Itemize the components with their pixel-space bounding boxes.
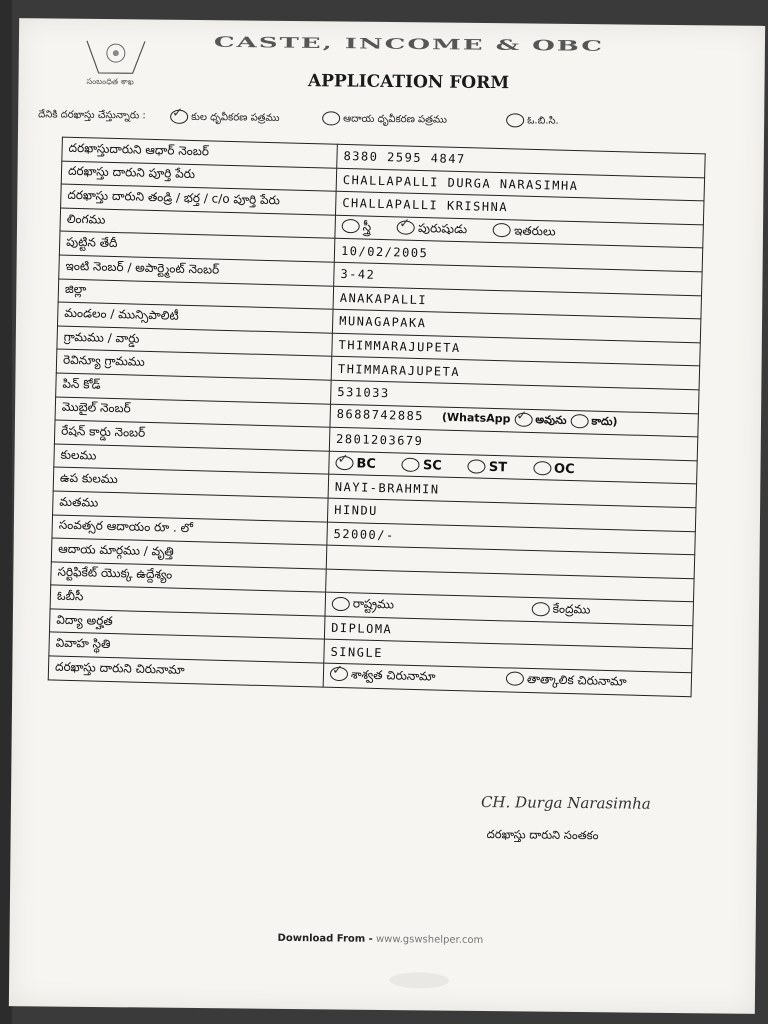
field-label: ఉప కులము [53, 467, 329, 498]
field-value: THIMMARAJUPETA [338, 337, 461, 356]
field-value: DIPLOMA [331, 620, 393, 637]
field-label: గ్రామము / వార్డు [57, 326, 333, 357]
checkbox-icon [506, 672, 524, 686]
checkbox-icon [342, 219, 360, 233]
checkbox-icon [335, 456, 353, 470]
field-label: మండలం / మున్సిపాలిటీ [58, 302, 334, 333]
checkbox-icon [468, 459, 486, 473]
field-label: మొబైల్ నెంబర్ [55, 397, 331, 428]
option-income-certificate[interactable]: ఆదాయ ధృవీకరణ పత్రము [322, 111, 447, 127]
certificate-select [38, 104, 738, 133]
field-label: దరఖాస్తుదారుని ఆధార్ నెంబర్ [62, 137, 338, 168]
caste-option-0[interactable]: ✓BC [335, 455, 376, 471]
form-title: CASTE, INCOME & OBC [213, 34, 605, 55]
obc-option-central[interactable]: కేంద్రము [532, 601, 591, 620]
emblem-icon [81, 37, 151, 82]
logo-text: సంబంధిత శాఖ [86, 76, 134, 87]
field-label: లింగము [60, 208, 336, 239]
field-value: 3-42 [340, 267, 376, 283]
field-value: HINDU [334, 503, 379, 519]
field-value: THIMMARAJUPETA [337, 361, 461, 379]
field-value: 531033 [337, 385, 390, 401]
field-label: మతము [53, 491, 329, 522]
obc-option-state[interactable]: రాష్ట్రము [332, 596, 395, 615]
whatsapp-choice: (WhatsApp ✓ అవును కాదు) [442, 411, 618, 429]
checkbox-empty-icon [322, 111, 340, 125]
field-label: రెవిన్యూ గ్రామము [56, 349, 332, 380]
field-label: దరఖాస్తు దారుని పూర్తి పేరు [61, 161, 337, 192]
field-label: వివాహ స్థితి [49, 632, 325, 663]
checkbox-icon [330, 667, 348, 681]
field-value: CHALLAPALLI KRISHNA [342, 196, 509, 215]
gender-option-1[interactable]: ✓ పురుషుడు [397, 220, 467, 239]
option-caste-certificate[interactable]: ✓ కుల ధృవీకరణ పత్రము [170, 110, 280, 126]
field-value: ANAKAPALLI [339, 290, 428, 308]
checkbox-empty-icon [506, 113, 524, 127]
checkbox-icon [533, 461, 551, 475]
field-label: ఆదాయ మార్గము / వృత్తి [51, 538, 327, 569]
whatsapp-yes-checkbox-icon[interactable] [514, 413, 532, 427]
field-label: పుట్టిన తేదీ [59, 231, 335, 262]
field-label: దరఖాస్తు దారుని తండ్రి / భర్త / c/o పూర్తి పేరు [61, 184, 337, 215]
field-value: 8380 2595 4847 [343, 149, 466, 167]
field-value: CHALLAPALLI DURGA NARASIMHA [342, 172, 579, 193]
field-value: 10/02/2005 [340, 243, 429, 260]
checkbox-icon [532, 602, 550, 616]
footer-url[interactable]: www.gswshelper.com [375, 933, 484, 947]
certificate-prompt: దేనికి దరఖాస్తు చేస్తున్నారు : [38, 109, 146, 122]
field-label: ఓబీసీ [50, 585, 326, 616]
caste-option-3[interactable]: OC [533, 461, 575, 477]
checkbox-icon [397, 220, 415, 234]
checkbox-icon [493, 223, 511, 237]
whatsapp-no-checkbox-icon[interactable] [570, 414, 588, 428]
field-value: MUNAGAPAKA [339, 314, 427, 331]
checkbox-checked-icon [170, 110, 188, 124]
smudge [389, 972, 449, 989]
field-value: 2801203679 [335, 432, 424, 449]
field-label: రేషన్ కార్డు నెంబర్ [54, 420, 330, 451]
checkbox-icon [332, 596, 350, 610]
field-label: సంవత్సర ఆదాయం రూ . లో [52, 514, 328, 545]
application-table [48, 137, 706, 697]
footer-download [278, 933, 484, 946]
field-value: 52000/- [333, 526, 395, 543]
field-label: దరఖాస్తు దారుని చిరునామా [48, 656, 324, 687]
field-value: SINGLE [330, 644, 384, 660]
checkbox-icon [402, 458, 420, 472]
caste-option-1[interactable]: SC [402, 457, 442, 473]
application-form-page [9, 18, 765, 1014]
field-value: 8688742885 [336, 407, 425, 424]
gender-option-0[interactable]: స్త్రీ [341, 219, 371, 237]
gender-option-2[interactable]: ఇతరులు [493, 222, 556, 241]
field-label: సర్టిఫికేట్ యొక్క ఉద్దేశ్యం [51, 562, 327, 593]
form-subtitle: APPLICATION FORM [307, 71, 510, 94]
caste-option-2[interactable]: ST [468, 459, 508, 475]
address-option-permanent[interactable]: ✓ శాశ్వత చిరునామా [330, 667, 436, 687]
field-label: పిన్ కోడ్ [56, 373, 332, 404]
signature: CH. Durga Narasimha [480, 793, 651, 813]
field-label: కులము [54, 444, 330, 475]
signature-label: దరఖాస్తు దారుని సంతకం [486, 827, 599, 843]
field-label: ఇంటి నెంబర్ / అపార్ట్మెంట్ నెంబర్ [59, 255, 335, 286]
footer-prefix: Download From - [277, 932, 373, 945]
address-option-temporary[interactable]: తాత్కాలిక చిరునామా [506, 671, 627, 691]
field-label: విద్యా అర్హత [49, 609, 325, 640]
field-value: NAYI-BRAHMIN [334, 479, 440, 497]
option-obc[interactable]: ఓ.బి.సి. [506, 113, 559, 129]
field-label: జిల్లా [58, 279, 334, 310]
